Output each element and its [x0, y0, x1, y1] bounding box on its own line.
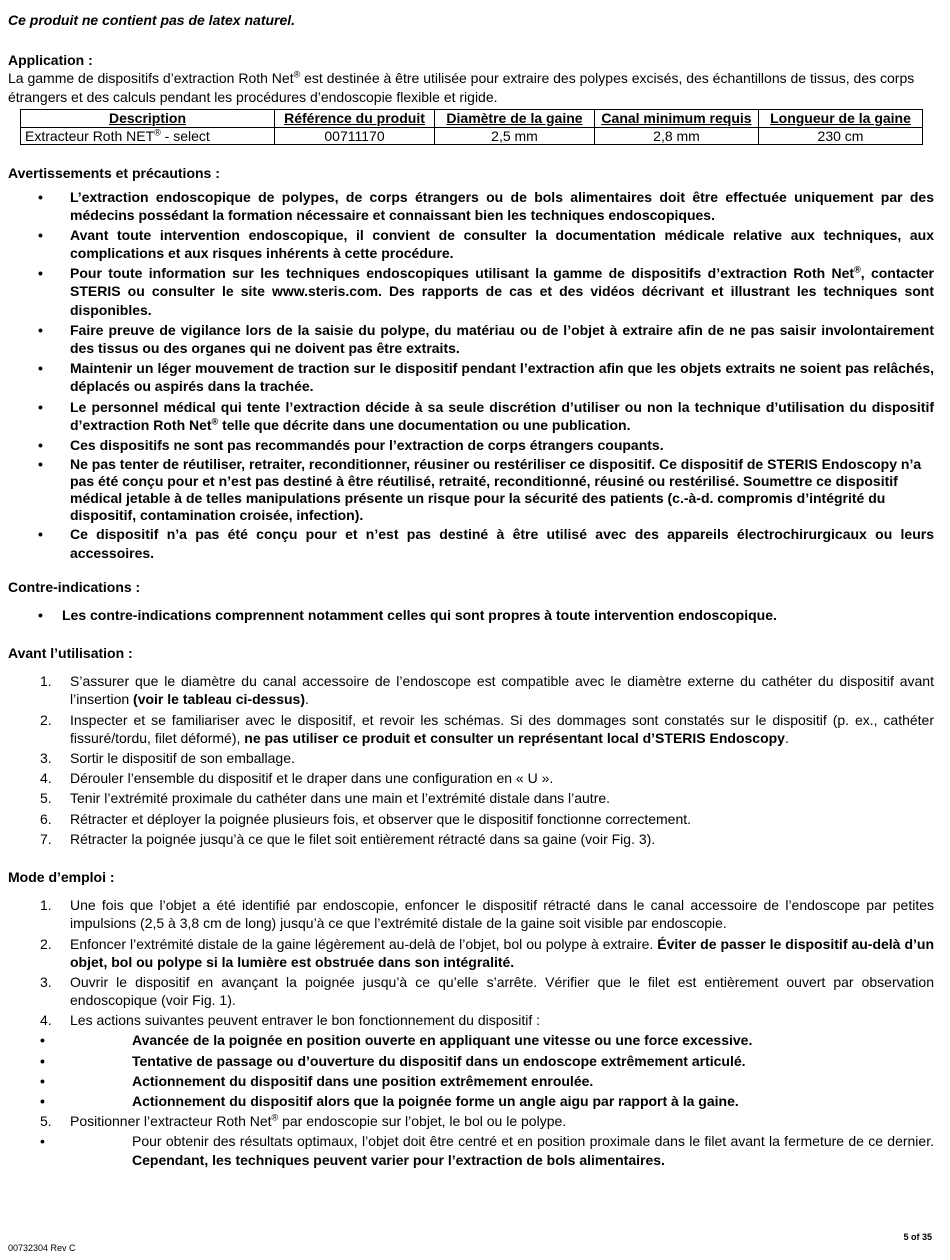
list-item: • Ce dispositif n’a pas été conçu pour et n’est pas destiné à être utilisé avec des appareils électrochirurgicaux ou leurs accessoires. [38, 526, 934, 561]
before-use-list [8, 672, 934, 848]
list-item: • Les contre-indications comprennent notamment celles qui sont propres à toute intervention endoscopique. [38, 606, 777, 623]
warnings-list [8, 188, 934, 562]
table-header: Description [21, 109, 275, 127]
table-header: Canal minimum requis [595, 109, 759, 127]
list-item: 2. Inspecter et se familiariser avec le dispositif, et revoir les schémas. Si des dommages sont constatés sur le dispositif (p. ex., cathéter fissuré/tordu, filet déformé), ne pas utiliser ce produit et consulter un représentant local d’STERIS Endoscopy. [40, 711, 934, 746]
instructions-list [8, 896, 934, 1169]
product-table [20, 109, 923, 146]
list-item: 1. S’assurer que le diamètre du canal accessoire de l’endoscope est compatible avec le diamètre externe du cathéter du dispositif avant l’insertion (voir le tableau ci-dessus). [40, 673, 934, 708]
instructions-heading: Mode d’emploi : [8, 868, 115, 885]
table-cell-length: 230 cm [759, 127, 923, 145]
sub-list [40, 1031, 934, 1110]
list-item: 3. Sortir le dispositif de son emballage. [40, 750, 295, 767]
contraindications-list [8, 606, 934, 624]
table-cell-diameter: 2,5 mm [435, 127, 595, 145]
application-text: La gamme de dispositifs d’extraction Roth Net® est destinée à être utilisée pour extraire des polypes excisés, des échantillons de tissus, des corps étrangers et des calculs pendant les procédures d’endoscopie flexible et rigide. [8, 69, 915, 105]
sub-list-item: • Avancée de la poignée en position ouverte en appliquant une vitesse ou une force excessive. [40, 1032, 753, 1049]
sub-list-item: • Pour obtenir des résultats optimaux, l’objet doit être centré et en position proximale dans le filet avant la fermeture de ce dernier. Cependant, les techniques peuvent varier pour l’extraction de bols alimentaires. [40, 1133, 934, 1168]
list-item: 6. Rétracter et déployer la poignée plusieurs fois, et observer que le dispositif fonctionne correctement. [40, 810, 692, 827]
list-item: 3. Ouvrir le dispositif en avançant la poignée jusqu’à ce qu’elle s’arrête. Vérifier que le filet est entièrement ouvert par observation endoscopique (voir Fig. 1). [40, 973, 934, 1009]
page-number: 5 of 35 [903, 1232, 932, 1242]
latex-note: Ce produit ne contient pas de latex naturel. [8, 12, 296, 28]
application-heading: Application : [8, 52, 93, 69]
warnings-heading: Avertissements et précautions : [8, 165, 220, 182]
contraindications-heading: Contre-indications : [8, 578, 141, 595]
table-cell-description: Extracteur Roth NET® - select [21, 127, 275, 145]
list-item: • Ne pas tenter de réutiliser, retraiter, reconditionner, réusiner ou restériliser ce dispositif. Ce dispositif de STERIS Endoscopy n’a pas été conçu pour et n’est pas destiné à être réutilisé, retraité, reconditionné, réusiné ou restérilisé. Soumettre ce dispositif médical jetable à de telles manipulations présente un risque pour la sécurité des patients (c.-à-d. compromis d’intégrité du dispositif, contamination croisée, infection). [38, 456, 922, 523]
document-page [8, 8, 934, 1171]
document-number: 00732304 Rev C [8, 1243, 76, 1253]
table-header: Référence du produit [275, 109, 435, 127]
table-header: Diamètre de la gaine [435, 109, 595, 127]
list-item: 7. Rétracter la poignée jusqu’à ce que le filet soit entièrement rétracté dans sa gaine (voir Fig. 3). [40, 830, 656, 847]
table-cell-reference: 00711170 [275, 127, 435, 145]
list-item: • Avant toute intervention endoscopique, il convient de consulter la documentation médicale relative aux techniques, aux complications et aux risques inhérents à cette procédure. [38, 226, 934, 262]
table-cell-canal: 2,8 mm [595, 127, 759, 145]
list-item: 5. Positionner l’extracteur Roth Net® par endoscopie sur l’objet, le bol ou le polype. • Pour obtenir des résultats optimaux, l’objet doit être centré et en position proximale dans le filet avant la fermeture de ce dernier. Cependant, les techniques peuvent varier pour l’extraction de bols alimentaires. [8, 1112, 934, 1169]
list-item: 5. Tenir l’extrémité proximale du cathéter dans une main et l’extrémité distale dans l’autre. [40, 790, 611, 807]
table-header: Longueur de la gaine [759, 109, 923, 127]
list-item: 4. Les actions suivantes peuvent entraver le bon fonctionnement du dispositif : • Avancée de la poignée en position ouverte en appliquant une vitesse ou une force excessive. • Tentative de passage ou d’ouverture du dispositif dans un endoscope extrêmement articulé. • Actionnement du dispositif dans une position extrêmement enroulée. • Actionnement du dispositif alors que la poignée forme un angle aigu par rapport à la gaine. [8, 1011, 934, 1110]
list-item: 1. Une fois que l’objet a été identifié par endoscopie, enfoncer le dispositif rétracté dans le canal accessoire de l’endoscope par petites impulsions (2,5 à 3,8 cm de long) jusqu’à ce que l’extrémité distale de la gaine soit visible par endoscopie. [40, 897, 934, 932]
table-row [21, 127, 923, 145]
sub-list [40, 1132, 934, 1168]
list-item: • Ces dispositifs ne sont pas recommandés pour l’extraction de corps étrangers coupants. [38, 436, 664, 453]
list-item: • Faire preuve de vigilance lors de la saisie du polype, du matériau ou de l’objet à extraire afin de ne pas saisir involontairement des tissus ou des organes qui ne doivent pas être extraits. [38, 321, 934, 357]
sub-list-item: • Actionnement du dispositif dans une position extrêmement enroulée. [40, 1072, 594, 1089]
list-item: 2. Enfoncer l’extrémité distale de la gaine légèrement au-delà de l’objet, bol ou polype à extraire. Éviter de passer le dispositif au-delà d’un objet, bol ou polype si la lumière est obstruée dans son intégralité. [40, 935, 934, 970]
table-header-row [21, 109, 923, 127]
list-item: • Pour toute information sur les techniques endoscopiques utilisant la gamme de dispositifs d’extraction Roth Net®, contacter STERIS ou consulter le site www.steris.com. Des rapports de cas et des vidéos décrivant et illustrant les techniques sont disponibles. [38, 264, 934, 318]
list-item: 4. Dérouler l’ensemble du dispositif et le draper dans une configuration en « U ». [40, 770, 554, 787]
list-item: • L’extraction endoscopique de polypes, de corps étrangers ou de bols alimentaires doit être effectuée uniquement par des médecins possédant la formation nécessaire et connaissant bien les techniques endoscopiques. [38, 188, 934, 223]
list-item: • Maintenir un léger mouvement de traction sur le dispositif pendant l’extraction afin que les objets extraits ne soient pas relâchés, déplacés ou aspirés dans la trachée. [38, 360, 934, 395]
list-item: • Le personnel médical qui tente l’extraction décide à sa seule discrétion d’utiliser ou non la technique d’utilisation du dispositif d’extraction Roth Net® telle que décrite dans une documentation ou une publication. [38, 398, 934, 433]
before-use-heading: Avant l’utilisation : [8, 645, 133, 662]
sub-list-item: • Tentative de passage ou d’ouverture du dispositif dans un endoscope extrêmement articulé. [40, 1052, 746, 1069]
sub-list-item: • Actionnement du dispositif alors que la poignée forme un angle aigu par rapport à la gaine. [40, 1093, 739, 1110]
